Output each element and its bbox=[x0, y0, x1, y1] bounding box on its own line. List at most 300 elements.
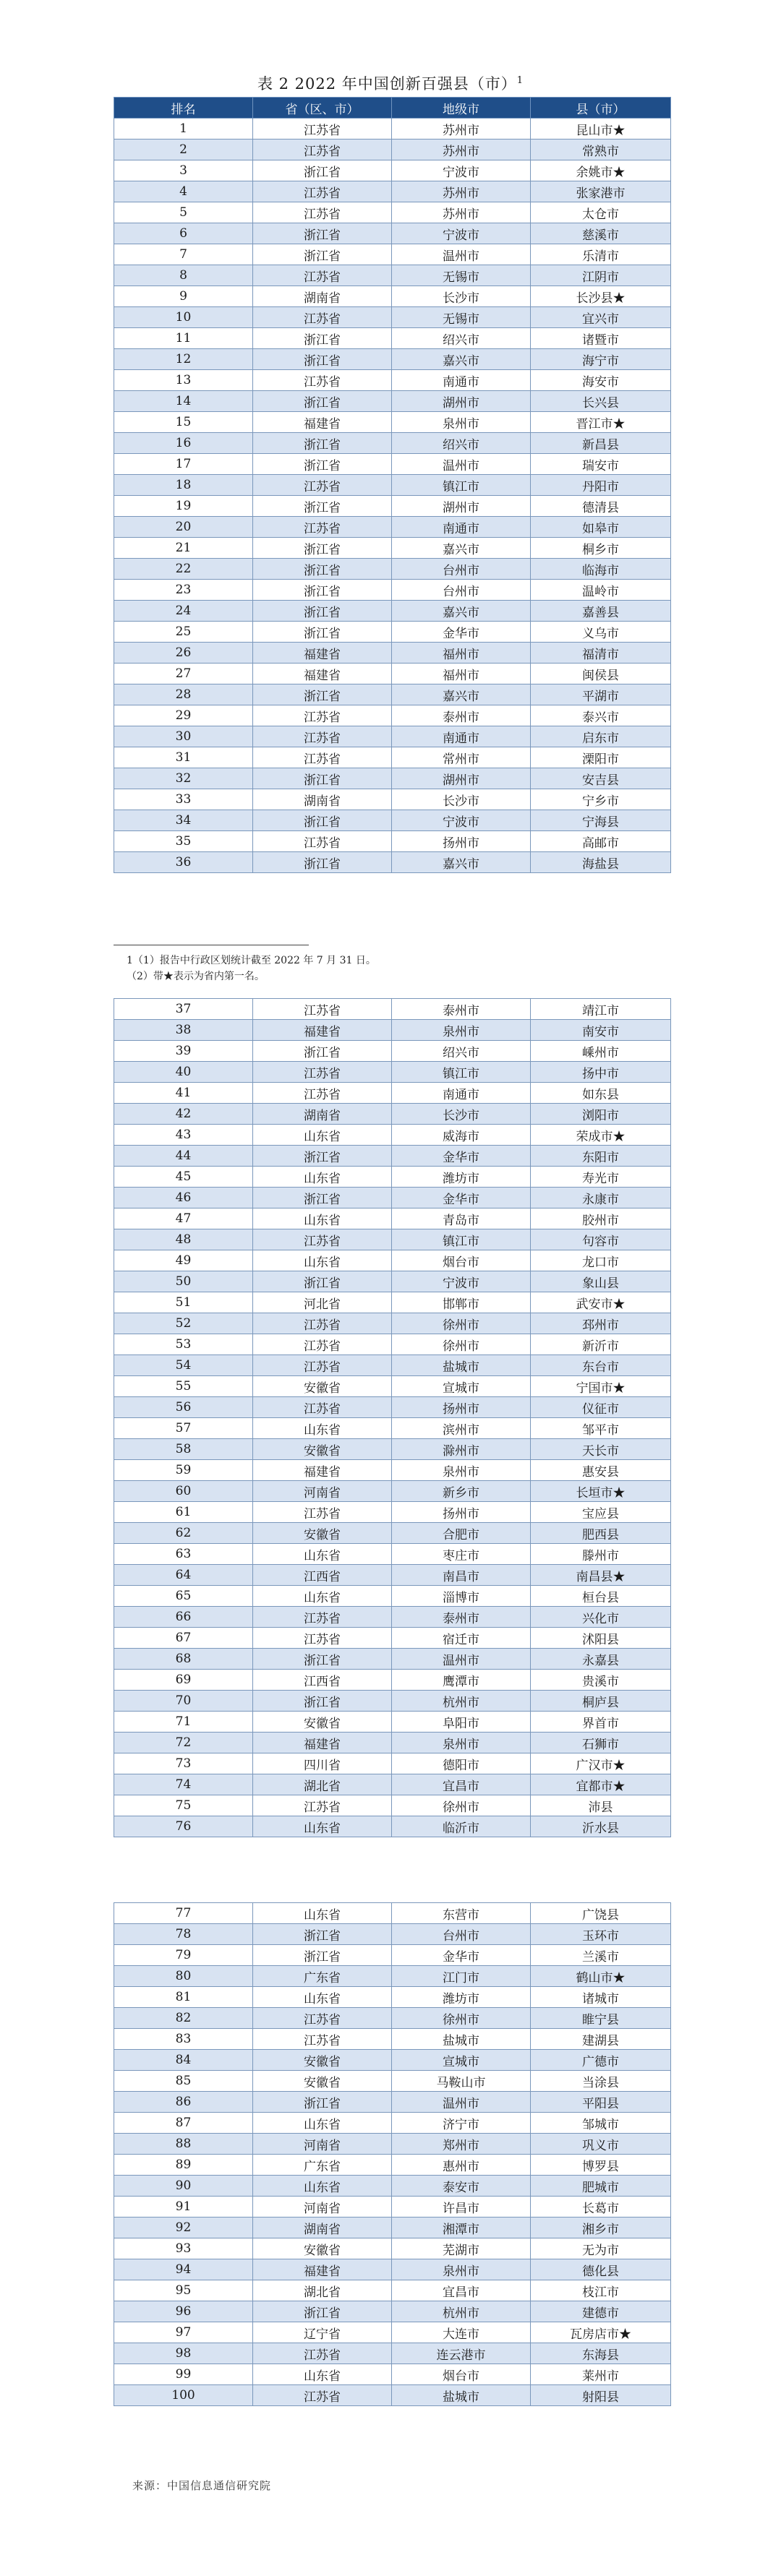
county-cell: 南安市 bbox=[531, 1020, 671, 1041]
rank-cell: 97 bbox=[114, 2322, 253, 2343]
province-cell: 四川省 bbox=[253, 1753, 392, 1774]
city-cell: 滨州市 bbox=[392, 1418, 531, 1439]
county-cell: 常熟市 bbox=[531, 139, 671, 160]
rank-cell: 1 bbox=[114, 119, 253, 139]
county-cell: 高邮市 bbox=[531, 831, 671, 852]
city-cell: 连云港市 bbox=[392, 2343, 531, 2364]
rank-cell: 10 bbox=[114, 307, 253, 328]
rank-cell: 44 bbox=[114, 1146, 253, 1167]
county-cell: 兴化市 bbox=[531, 1607, 671, 1628]
province-cell: 浙江省 bbox=[253, 1041, 392, 1062]
county-cell: 桐乡市 bbox=[531, 538, 671, 559]
province-cell: 安徽省 bbox=[253, 1712, 392, 1733]
rank-cell: 68 bbox=[114, 1649, 253, 1670]
rank-cell: 2 bbox=[114, 139, 253, 160]
rank-cell: 27 bbox=[114, 664, 253, 684]
rank-cell: 19 bbox=[114, 496, 253, 517]
rank-cell: 52 bbox=[114, 1313, 253, 1334]
table-row bbox=[114, 1774, 671, 1795]
table-row bbox=[114, 307, 671, 328]
province-cell: 山东省 bbox=[253, 1250, 392, 1271]
county-cell: 龙口市 bbox=[531, 1250, 671, 1271]
table-row bbox=[114, 1062, 671, 1083]
city-cell: 宣城市 bbox=[392, 2050, 531, 2071]
table-row bbox=[114, 2134, 671, 2155]
county-cell: 射阳县 bbox=[531, 2385, 671, 2406]
city-cell: 嘉兴市 bbox=[392, 349, 531, 370]
header-province: 省（区、市） bbox=[253, 98, 392, 119]
rank-cell: 8 bbox=[114, 265, 253, 286]
county-cell: 江阴市 bbox=[531, 265, 671, 286]
province-cell: 江西省 bbox=[253, 1565, 392, 1586]
table-row bbox=[114, 454, 671, 475]
table-row bbox=[114, 2197, 671, 2217]
county-cell: 湘乡市 bbox=[531, 2217, 671, 2238]
county-cell: 南昌县★ bbox=[531, 1565, 671, 1586]
province-cell: 江苏省 bbox=[253, 2343, 392, 2364]
footnote-1: 1（1）报告中行政区划统计截至 2022 年 7 月 31 日。 bbox=[127, 955, 376, 966]
county-cell: 界首市 bbox=[531, 1712, 671, 1733]
city-cell: 镇江市 bbox=[392, 1062, 531, 1083]
rank-cell: 17 bbox=[114, 454, 253, 475]
rank-cell: 64 bbox=[114, 1565, 253, 1586]
province-cell: 江苏省 bbox=[253, 370, 392, 391]
rank-cell: 31 bbox=[114, 747, 253, 768]
county-cell: 广德市 bbox=[531, 2050, 671, 2071]
county-cell: 无为市 bbox=[531, 2238, 671, 2259]
city-cell: 苏州市 bbox=[392, 139, 531, 160]
rank-cell: 77 bbox=[114, 1903, 253, 1924]
province-cell: 江苏省 bbox=[253, 726, 392, 747]
province-cell: 广东省 bbox=[253, 1966, 392, 1987]
rank-cell: 60 bbox=[114, 1481, 253, 1502]
table-row bbox=[114, 1924, 671, 1945]
table-row bbox=[114, 1229, 671, 1250]
city-cell: 许昌市 bbox=[392, 2197, 531, 2217]
table-row bbox=[114, 2113, 671, 2134]
city-cell: 温州市 bbox=[392, 244, 531, 265]
table-row bbox=[114, 1439, 671, 1460]
rank-cell: 49 bbox=[114, 1250, 253, 1271]
rank-cell: 39 bbox=[114, 1041, 253, 1062]
rank-cell: 50 bbox=[114, 1271, 253, 1292]
province-cell: 安徽省 bbox=[253, 2238, 392, 2259]
county-cell: 当涂县 bbox=[531, 2071, 671, 2092]
city-cell: 徐州市 bbox=[392, 1334, 531, 1355]
rank-cell: 24 bbox=[114, 601, 253, 622]
county-cell: 睢宁县 bbox=[531, 2008, 671, 2029]
city-cell: 金华市 bbox=[392, 622, 531, 643]
province-cell: 浙江省 bbox=[253, 433, 392, 454]
city-cell: 泉州市 bbox=[392, 1733, 531, 1753]
city-cell: 湖州市 bbox=[392, 768, 531, 789]
table-row bbox=[114, 1418, 671, 1439]
rank-cell: 89 bbox=[114, 2155, 253, 2176]
province-cell: 浙江省 bbox=[253, 160, 392, 181]
table-row bbox=[114, 852, 671, 873]
province-cell: 湖南省 bbox=[253, 1104, 392, 1125]
table-row bbox=[114, 1083, 671, 1104]
rank-cell: 98 bbox=[114, 2343, 253, 2364]
province-cell: 江苏省 bbox=[253, 2385, 392, 2406]
county-cell: 太仓市 bbox=[531, 202, 671, 223]
rank-cell: 53 bbox=[114, 1334, 253, 1355]
rank-cell: 73 bbox=[114, 1753, 253, 1774]
county-cell: 巩义市 bbox=[531, 2134, 671, 2155]
city-cell: 湘潭市 bbox=[392, 2217, 531, 2238]
city-cell: 苏州市 bbox=[392, 202, 531, 223]
rank-cell: 63 bbox=[114, 1544, 253, 1565]
county-cell: 天长市 bbox=[531, 1439, 671, 1460]
table-row bbox=[114, 2280, 671, 2301]
county-cell: 桐庐县 bbox=[531, 1691, 671, 1712]
rank-cell: 33 bbox=[114, 789, 253, 810]
rank-cell: 34 bbox=[114, 810, 253, 831]
table-row bbox=[114, 1355, 671, 1376]
county-cell: 长兴县 bbox=[531, 391, 671, 412]
city-cell: 绍兴市 bbox=[392, 433, 531, 454]
footnote-2: （2）带★表示为省内第一名。 bbox=[127, 971, 265, 982]
table-row bbox=[114, 1208, 671, 1229]
county-cell: 沂水县 bbox=[531, 1816, 671, 1837]
province-cell: 福建省 bbox=[253, 664, 392, 684]
city-cell: 潍坊市 bbox=[392, 1987, 531, 2008]
rank-cell: 37 bbox=[114, 999, 253, 1020]
province-cell: 山东省 bbox=[253, 1816, 392, 1837]
county-cell: 海盐县 bbox=[531, 852, 671, 873]
province-cell: 江苏省 bbox=[253, 2029, 392, 2050]
county-cell: 如东县 bbox=[531, 1083, 671, 1104]
table-row bbox=[114, 1167, 671, 1188]
table-row bbox=[114, 1733, 671, 1753]
table-row bbox=[114, 726, 671, 747]
county-cell: 宁国市★ bbox=[531, 1376, 671, 1397]
rank-cell: 36 bbox=[114, 852, 253, 873]
rank-cell: 5 bbox=[114, 202, 253, 223]
province-cell: 安徽省 bbox=[253, 2071, 392, 2092]
county-cell: 石狮市 bbox=[531, 1733, 671, 1753]
table-row bbox=[114, 412, 671, 433]
county-cell: 仪征市 bbox=[531, 1397, 671, 1418]
city-cell: 泰州市 bbox=[392, 705, 531, 726]
city-cell: 宜昌市 bbox=[392, 1774, 531, 1795]
table-row bbox=[114, 1987, 671, 2008]
table-row bbox=[114, 475, 671, 496]
city-cell: 苏州市 bbox=[392, 119, 531, 139]
rank-cell: 26 bbox=[114, 643, 253, 664]
rank-cell: 67 bbox=[114, 1628, 253, 1649]
city-cell: 绍兴市 bbox=[392, 1041, 531, 1062]
city-cell: 温州市 bbox=[392, 1649, 531, 1670]
province-cell: 山东省 bbox=[253, 1125, 392, 1146]
county-cell: 临海市 bbox=[531, 559, 671, 580]
rank-cell: 71 bbox=[114, 1712, 253, 1733]
province-cell: 浙江省 bbox=[253, 852, 392, 873]
table-row bbox=[114, 433, 671, 454]
city-cell: 湖州市 bbox=[392, 496, 531, 517]
province-cell: 浙江省 bbox=[253, 2092, 392, 2113]
province-cell: 浙江省 bbox=[253, 1924, 392, 1945]
city-cell: 邯郸市 bbox=[392, 1292, 531, 1313]
rank-cell: 81 bbox=[114, 1987, 253, 2008]
rank-cell: 28 bbox=[114, 684, 253, 705]
rank-cell: 92 bbox=[114, 2217, 253, 2238]
city-cell: 南通市 bbox=[392, 1083, 531, 1104]
rank-cell: 20 bbox=[114, 517, 253, 538]
province-cell: 浙江省 bbox=[253, 391, 392, 412]
table-row bbox=[114, 1271, 671, 1292]
city-cell: 长沙市 bbox=[392, 1104, 531, 1125]
county-cell: 义乌市 bbox=[531, 622, 671, 643]
city-cell: 徐州市 bbox=[392, 2008, 531, 2029]
table-row bbox=[114, 391, 671, 412]
table-row bbox=[114, 2092, 671, 2113]
city-cell: 潍坊市 bbox=[392, 1167, 531, 1188]
rank-cell: 43 bbox=[114, 1125, 253, 1146]
table-row bbox=[114, 223, 671, 244]
province-cell: 山东省 bbox=[253, 1167, 392, 1188]
table-row bbox=[114, 747, 671, 768]
city-cell: 德阳市 bbox=[392, 1753, 531, 1774]
city-cell: 徐州市 bbox=[392, 1795, 531, 1816]
city-cell: 泉州市 bbox=[392, 1460, 531, 1481]
city-cell: 湖州市 bbox=[392, 391, 531, 412]
city-cell: 台州市 bbox=[392, 1924, 531, 1945]
table-row bbox=[114, 2322, 671, 2343]
province-cell: 山东省 bbox=[253, 1208, 392, 1229]
province-cell: 浙江省 bbox=[253, 1146, 392, 1167]
province-cell: 浙江省 bbox=[253, 496, 392, 517]
city-cell: 杭州市 bbox=[392, 1691, 531, 1712]
province-cell: 福建省 bbox=[253, 643, 392, 664]
city-cell: 温州市 bbox=[392, 454, 531, 475]
city-cell: 江门市 bbox=[392, 1966, 531, 1987]
table-title-text: 表 2 2022 年中国创新百强县（市） bbox=[257, 75, 517, 93]
city-cell: 温州市 bbox=[392, 2092, 531, 2113]
city-cell: 泰安市 bbox=[392, 2176, 531, 2197]
county-cell: 沛县 bbox=[531, 1795, 671, 1816]
table-row bbox=[114, 1795, 671, 1816]
province-cell: 浙江省 bbox=[253, 1649, 392, 1670]
rank-cell: 46 bbox=[114, 1188, 253, 1208]
city-cell: 长沙市 bbox=[392, 789, 531, 810]
table-row bbox=[114, 496, 671, 517]
city-cell: 宣城市 bbox=[392, 1376, 531, 1397]
province-cell: 江苏省 bbox=[253, 1397, 392, 1418]
rank-cell: 55 bbox=[114, 1376, 253, 1397]
county-cell: 沭阳县 bbox=[531, 1628, 671, 1649]
county-cell: 新沂市 bbox=[531, 1334, 671, 1355]
province-cell: 河南省 bbox=[253, 1481, 392, 1502]
city-cell: 苏州市 bbox=[392, 181, 531, 202]
province-cell: 河南省 bbox=[253, 2197, 392, 2217]
province-cell: 福建省 bbox=[253, 1460, 392, 1481]
rank-cell: 22 bbox=[114, 559, 253, 580]
county-cell: 寿光市 bbox=[531, 1167, 671, 1188]
province-cell: 山东省 bbox=[253, 2364, 392, 2385]
rank-cell: 87 bbox=[114, 2113, 253, 2134]
county-cell: 武安市★ bbox=[531, 1292, 671, 1313]
rank-cell: 29 bbox=[114, 705, 253, 726]
county-cell: 博罗县 bbox=[531, 2155, 671, 2176]
county-cell: 溧阳市 bbox=[531, 747, 671, 768]
rank-cell: 100 bbox=[114, 2385, 253, 2406]
city-cell: 临沂市 bbox=[392, 1816, 531, 1837]
city-cell: 枣庄市 bbox=[392, 1544, 531, 1565]
rank-cell: 84 bbox=[114, 2050, 253, 2071]
city-cell: 大连市 bbox=[392, 2322, 531, 2343]
province-cell: 江苏省 bbox=[253, 181, 392, 202]
county-cell: 宜都市★ bbox=[531, 1774, 671, 1795]
province-cell: 江苏省 bbox=[253, 831, 392, 852]
rank-cell: 95 bbox=[114, 2280, 253, 2301]
city-cell: 盐城市 bbox=[392, 1355, 531, 1376]
ranking-table-part-1 bbox=[114, 97, 671, 873]
county-cell: 泰兴市 bbox=[531, 705, 671, 726]
county-cell: 平阳县 bbox=[531, 2092, 671, 2113]
table-row bbox=[114, 1966, 671, 1987]
province-cell: 浙江省 bbox=[253, 328, 392, 349]
table-body-3 bbox=[114, 1903, 671, 2406]
province-cell: 江苏省 bbox=[253, 119, 392, 139]
county-cell: 靖江市 bbox=[531, 999, 671, 1020]
city-cell: 扬州市 bbox=[392, 831, 531, 852]
province-cell: 浙江省 bbox=[253, 349, 392, 370]
city-cell: 郑州市 bbox=[392, 2134, 531, 2155]
table-row bbox=[114, 1753, 671, 1774]
rank-cell: 16 bbox=[114, 433, 253, 454]
rank-cell: 72 bbox=[114, 1733, 253, 1753]
province-cell: 江西省 bbox=[253, 1670, 392, 1691]
province-cell: 安徽省 bbox=[253, 1376, 392, 1397]
county-cell: 嵊州市 bbox=[531, 1041, 671, 1062]
city-cell: 宁波市 bbox=[392, 223, 531, 244]
county-cell: 平湖市 bbox=[531, 684, 671, 705]
county-cell: 瑞安市 bbox=[531, 454, 671, 475]
rank-cell: 61 bbox=[114, 1502, 253, 1523]
rank-cell: 74 bbox=[114, 1774, 253, 1795]
province-cell: 江苏省 bbox=[253, 1062, 392, 1083]
table-row bbox=[114, 1041, 671, 1062]
rank-cell: 62 bbox=[114, 1523, 253, 1544]
table-row bbox=[114, 538, 671, 559]
county-cell: 惠安县 bbox=[531, 1460, 671, 1481]
city-cell: 杭州市 bbox=[392, 2301, 531, 2322]
province-cell: 浙江省 bbox=[253, 768, 392, 789]
county-cell: 德清县 bbox=[531, 496, 671, 517]
rank-cell: 25 bbox=[114, 622, 253, 643]
table-row bbox=[114, 810, 671, 831]
city-cell: 宜昌市 bbox=[392, 2280, 531, 2301]
city-cell: 嘉兴市 bbox=[392, 852, 531, 873]
city-cell: 芜湖市 bbox=[392, 2238, 531, 2259]
county-cell: 句容市 bbox=[531, 1229, 671, 1250]
county-cell: 长葛市 bbox=[531, 2197, 671, 2217]
county-cell: 肥西县 bbox=[531, 1523, 671, 1544]
table-row bbox=[114, 2217, 671, 2238]
county-cell: 嘉善县 bbox=[531, 601, 671, 622]
city-cell: 南通市 bbox=[392, 726, 531, 747]
county-cell: 胶州市 bbox=[531, 1208, 671, 1229]
table-row bbox=[114, 643, 671, 664]
table-row bbox=[114, 1104, 671, 1125]
province-cell: 安徽省 bbox=[253, 1439, 392, 1460]
province-cell: 江苏省 bbox=[253, 1502, 392, 1523]
rank-cell: 35 bbox=[114, 831, 253, 852]
table-row bbox=[114, 202, 671, 223]
table-row bbox=[114, 2364, 671, 2385]
county-cell: 东海县 bbox=[531, 2343, 671, 2364]
province-cell: 浙江省 bbox=[253, 538, 392, 559]
table-row bbox=[114, 1670, 671, 1691]
city-cell: 阜阳市 bbox=[392, 1712, 531, 1733]
province-cell: 江苏省 bbox=[253, 1607, 392, 1628]
table-row bbox=[114, 2343, 671, 2364]
province-cell: 山东省 bbox=[253, 1903, 392, 1924]
city-cell: 徐州市 bbox=[392, 1313, 531, 1334]
province-cell: 湖北省 bbox=[253, 2280, 392, 2301]
city-cell: 宁波市 bbox=[392, 810, 531, 831]
county-cell: 桓台县 bbox=[531, 1586, 671, 1607]
county-cell: 玉环市 bbox=[531, 1924, 671, 1945]
province-cell: 浙江省 bbox=[253, 1271, 392, 1292]
county-cell: 东台市 bbox=[531, 1355, 671, 1376]
province-cell: 山东省 bbox=[253, 1544, 392, 1565]
county-cell: 瓦房店市★ bbox=[531, 2322, 671, 2343]
province-cell: 江苏省 bbox=[253, 1229, 392, 1250]
rank-cell: 14 bbox=[114, 391, 253, 412]
rank-cell: 59 bbox=[114, 1460, 253, 1481]
city-cell: 烟台市 bbox=[392, 2364, 531, 2385]
table-row bbox=[114, 1628, 671, 1649]
rank-cell: 76 bbox=[114, 1816, 253, 1837]
table-row bbox=[114, 1292, 671, 1313]
rank-cell: 96 bbox=[114, 2301, 253, 2322]
rank-cell: 54 bbox=[114, 1355, 253, 1376]
table-row bbox=[114, 1903, 671, 1924]
table-row bbox=[114, 2155, 671, 2176]
province-cell: 江苏省 bbox=[253, 265, 392, 286]
county-cell: 闽侯县 bbox=[531, 664, 671, 684]
table-body-1 bbox=[114, 119, 671, 873]
county-cell: 丹阳市 bbox=[531, 475, 671, 496]
table-row bbox=[114, 119, 671, 139]
province-cell: 江苏省 bbox=[253, 1795, 392, 1816]
city-cell: 威海市 bbox=[392, 1125, 531, 1146]
province-cell: 福建省 bbox=[253, 1733, 392, 1753]
city-cell: 泉州市 bbox=[392, 1020, 531, 1041]
city-cell: 常州市 bbox=[392, 747, 531, 768]
city-cell: 长沙市 bbox=[392, 286, 531, 307]
county-cell: 新昌县 bbox=[531, 433, 671, 454]
table-row bbox=[114, 1481, 671, 1502]
rank-cell: 91 bbox=[114, 2197, 253, 2217]
table-row bbox=[114, 1125, 671, 1146]
city-cell: 济宁市 bbox=[392, 2113, 531, 2134]
table-title bbox=[0, 72, 781, 94]
county-cell: 余姚市★ bbox=[531, 160, 671, 181]
table-row bbox=[114, 2071, 671, 2092]
city-cell: 绍兴市 bbox=[392, 328, 531, 349]
county-cell: 海安市 bbox=[531, 370, 671, 391]
province-cell: 山东省 bbox=[253, 1987, 392, 2008]
rank-cell: 30 bbox=[114, 726, 253, 747]
city-cell: 南通市 bbox=[392, 517, 531, 538]
table-row bbox=[114, 831, 671, 852]
rank-cell: 66 bbox=[114, 1607, 253, 1628]
city-cell: 泰州市 bbox=[392, 999, 531, 1020]
province-cell: 江苏省 bbox=[253, 2008, 392, 2029]
